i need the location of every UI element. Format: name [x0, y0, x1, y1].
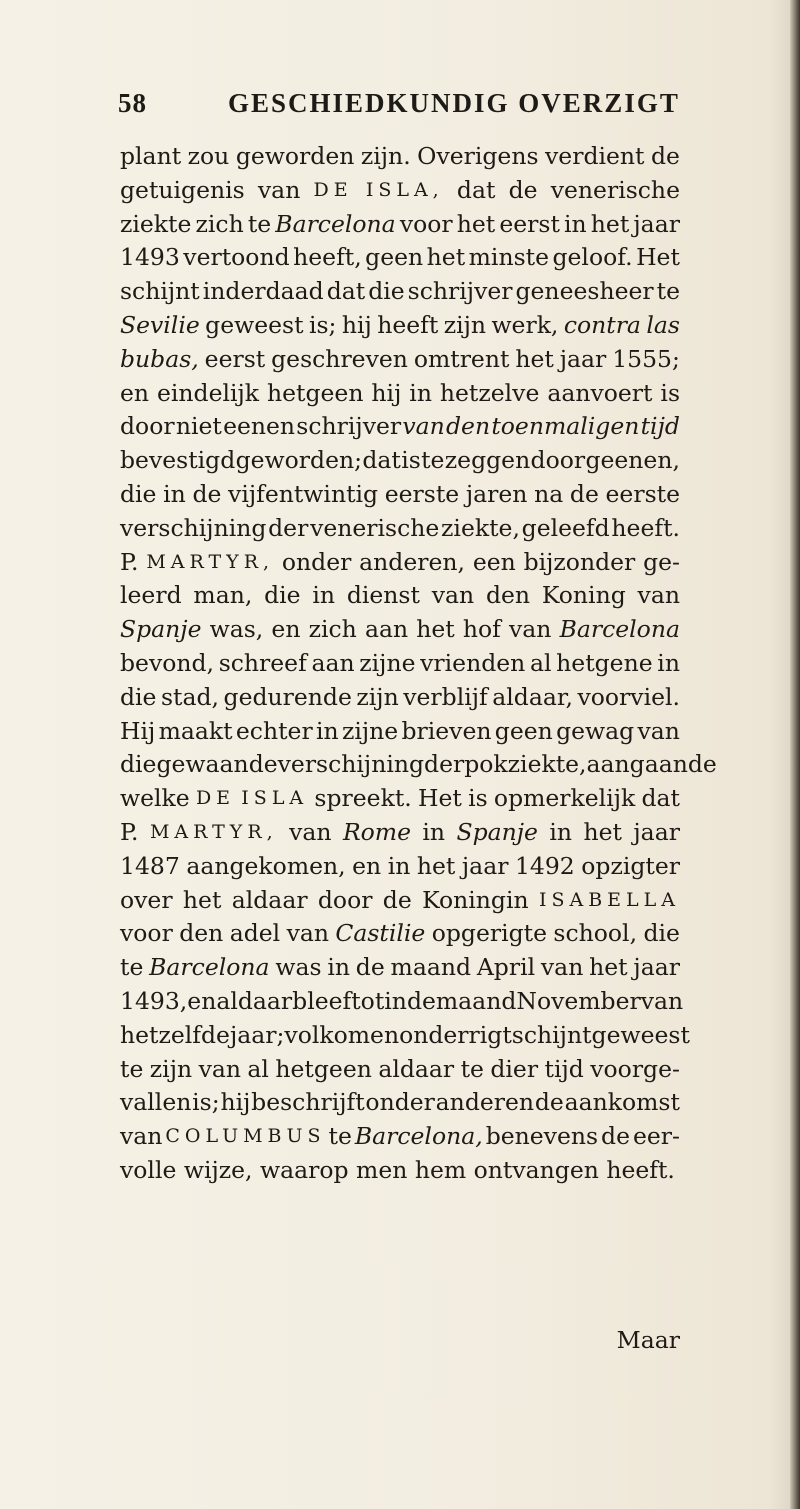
text-line: bevond, schreef aan zijne vrienden al hetgene in	[120, 648, 680, 677]
text-line: van COLUMBUS te Barcelona, benevens de eer-	[120, 1122, 680, 1151]
text-line: plant zou geworden zijn. Overigens verdient de	[120, 142, 680, 170]
text-line: P. MARTYR, onder anderen, een bijzonder ge-	[120, 547, 680, 576]
text-line: leerd man, die in dienst van den Koning van	[120, 581, 680, 610]
text-line: voor den adel van Castilie opgerigte school, die	[120, 919, 680, 948]
text-line: die in de vijfentwintig eerste jaren na de eerste	[120, 479, 680, 508]
text-line: schijnt inderdaad dat die schrijver geneesheer te	[120, 277, 680, 306]
text-line: te Barcelona was in de maand April van het jaar	[120, 953, 680, 982]
text-line: ziekte zich te Barcelona voor het eerst in het jaar	[120, 209, 680, 238]
text-line: welke DE ISLA spreekt. Het is opmerkelijk dat	[120, 784, 680, 813]
text-line: 1487 aangekomen, en in het jaar 1492 opzigter	[120, 851, 680, 880]
text-line: die stad, gedurende zijn verblijf aldaar, voorviel.	[120, 682, 680, 711]
text-line: bubas, eerst geschreven omtrent het jaar 1555;	[120, 344, 680, 373]
text-line: getuigenis van DE ISLA, dat de venerische	[120, 175, 680, 204]
text-line: door niet eenen schrijver van den toenmaligen tijd	[120, 412, 680, 441]
catchword: Maar	[616, 1326, 680, 1354]
text-line: 1493 vertoond heeft, geen het minste geloof. Het	[120, 243, 680, 272]
text-line: te zijn van al hetgeen aldaar te dier tijd voorge-	[120, 1054, 680, 1083]
text-line: volle wijze, waarop men hem ontvangen heeft.	[120, 1155, 675, 1184]
page-edge	[790, 0, 800, 1509]
text-line: bevestigd geworden; dat is te zeggen door geenen,	[120, 446, 680, 475]
text-line: vallen is; hij beschrijft onder anderen de aankomst	[120, 1088, 680, 1117]
text-line: Sevilie geweest is; hij heeft zijn werk, contra las	[120, 310, 680, 339]
page-number: 58	[118, 88, 147, 118]
text-line: verschijning der venerische ziekte, geleefd heeft.	[120, 513, 680, 542]
text-line: P. MARTYR, van Rome in Spanje in het jaar	[120, 817, 680, 846]
page-header	[118, 88, 678, 128]
text-line: 1493, en aldaar bleef tot in de maand November van	[120, 986, 684, 1015]
text-line: en eindelijk hetgeen hij in hetzelve aanvoert is	[120, 378, 680, 407]
text-line: over het aldaar door de Koningin ISABELLA	[120, 885, 680, 914]
text-line: hetzelfde jaar; volkomen onderrigt schijnt geweest	[120, 1020, 690, 1049]
text-line: Spanje was, en zich aan het hof van Barcelona	[120, 615, 680, 644]
text-line: Hij maakt echter in zijne brieven geen gewag van	[120, 716, 680, 745]
body-text	[120, 140, 717, 1188]
text-line: die gewaande verschijning der pokziekte, aangaande	[120, 750, 717, 779]
running-head: GESCHIEDKUNDIG OVERZIGT	[228, 88, 680, 118]
